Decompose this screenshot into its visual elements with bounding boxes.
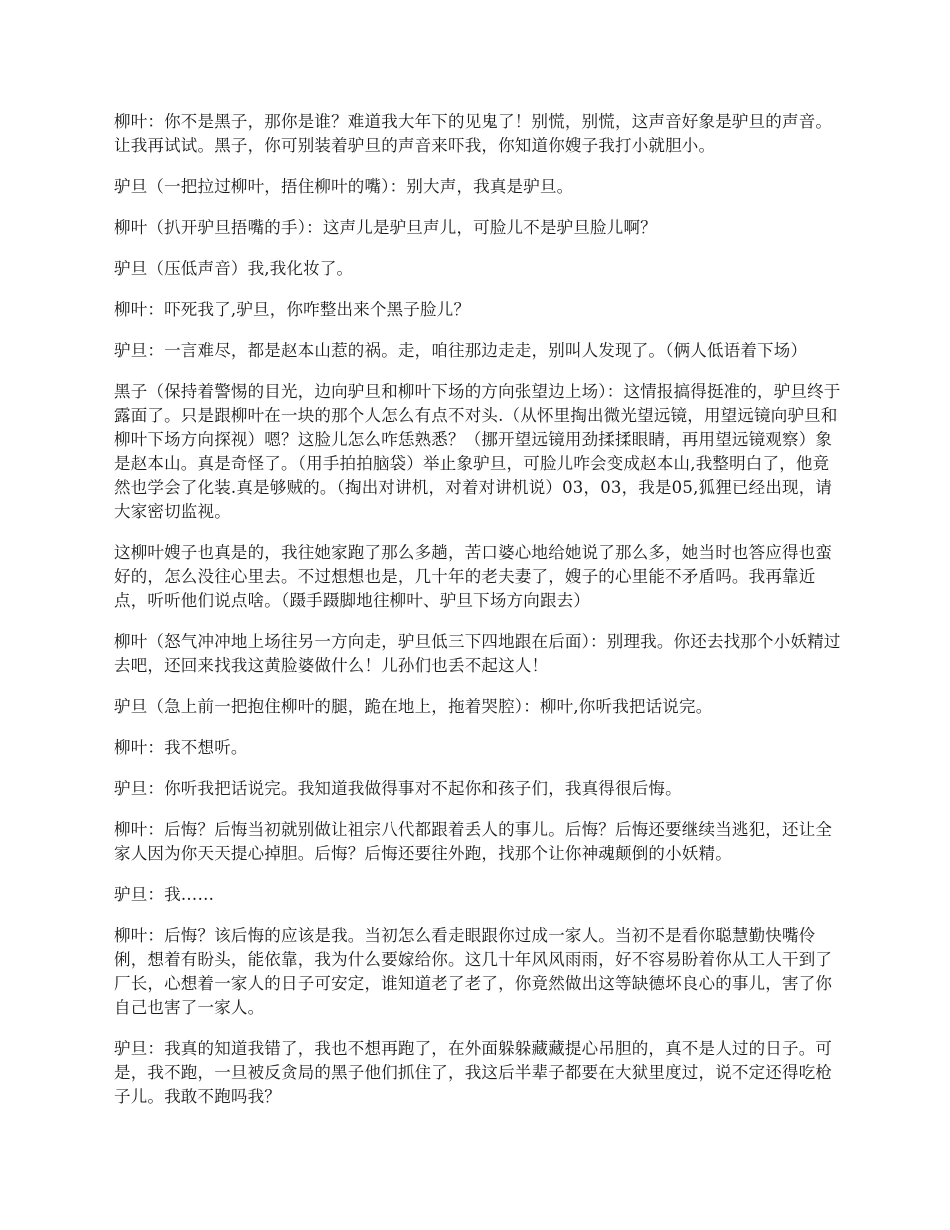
dialogue-paragraph: 驴旦（一把拉过柳叶，捂住柳叶的嘴）：别大声，我真是驴旦。 [114, 177, 574, 196]
dialogue-paragraph: 驴旦：你听我把话说完。我知道我做得事对不起你和孩子们，我真得很后悔。 [114, 779, 682, 798]
document-page [114, 110, 844, 1126]
dialogue-paragraph: 柳叶：后悔？后悔当初就别做让祖宗八代都跟着丢人的事儿。后悔？后悔还要继续当逃犯，还让全家人因为你天天提心掉胆。后悔？后悔还要往外跑，找那个让你神魂颠倒的小妖精。 [114, 820, 833, 863]
dialogue-paragraph: 驴旦（急上前一把抱住柳叶的腿，跪在地上，拖着哭腔）：柳叶,你听我把话说完。 [114, 697, 713, 716]
dialogue-paragraph: 柳叶（扒开驴旦捂嘴的手）：这声儿是驴旦声儿，可脸儿不是驴旦脸儿啊？ [114, 218, 657, 237]
dialogue-paragraph: 驴旦（压低声音）我,我化妆了。 [114, 259, 354, 278]
dialogue-paragraph: 黑子（保持着警惕的目光，边向驴旦和柳叶下场的方向张望边上场）：这情报搞得挺准的，驴旦终于露面了。只是跟柳叶在一块的那个人怎么有点不对头.（从怀里掏出微光望远镜，用望远镜向驴旦和柳叶下场方向探视）嗯？这脸儿怎么咋恁熟悉？（挪开望远镜用劲揉揉眼睛，再用望远镜观察）象是赵本山。真是奇怪了。（用手拍拍脑袋）举止象驴旦，可脸儿咋会变成赵本山,我整明白了，他竟然也学会了化装.真是够贼的。（掏出对讲机，对着对讲机说）03，03，我是05,狐狸已经出现，请大家密切监视。 [114, 382, 841, 521]
dialogue-paragraph: 柳叶：吓死我了,驴旦，你咋整出来个黑子脸儿？ [114, 300, 471, 319]
monologue-paragraph: 这柳叶嫂子也真是的，我往她家跑了那么多趟，苦口婆心地给她说了那么多，她当时也答应得也蛮好的，怎么没往心里去。不过想想也是，几十年的老夫妻了，嫂子的心里能不矛盾吗。我再靠近点，听听他们说点啥。（蹑手蹑脚地往柳叶、驴旦下场方向跟去） [114, 543, 833, 610]
dialogue-paragraph: 柳叶（怒气冲冲地上场往另一方向走，驴旦低三下四地跟在后面）：别理我。你还去找那个小妖精过去吧，还回来找我这黄脸婆做什么！儿孙们也丢不起这人！ [114, 632, 841, 675]
dialogue-paragraph: 驴旦：我…… [114, 885, 215, 904]
dialogue-paragraph: 柳叶：我不想听。 [114, 738, 248, 757]
dialogue-paragraph: 驴旦：一言难尽，都是赵本山惹的祸。走，咱往那边走走，别叫人发现了。（俩人低语着下场） [114, 341, 808, 360]
dialogue-paragraph: 柳叶：你不是黑子，那你是谁？难道我大年下的见鬼了！别慌，别慌，这声音好象是驴旦的声音。让我再试试。黑子，你可别装着驴旦的声音来吓我，你知道你嫂子我打小就胆小。 [114, 112, 833, 155]
dialogue-paragraph: 柳叶：后悔？该后悔的应该是我。当初怎么看走眼跟你过成一家人。当初不是看你聪慧勤快嘴伶俐，想着有盼头，能依靠，我为什么要嫁给你。这几十年风风雨雨，好不容易盼着你从工人干到了厂长，心想着一家人的日子可安定，谁知道老了老了，你竟然做出这等缺德坏良心的事儿，害了你自己也害了一家人。 [114, 926, 833, 1017]
dialogue-paragraph: 驴旦：我真的知道我错了，我也不想再跑了，在外面躲躲藏藏提心吊胆的，真不是人过的日子。可是，我不跑，一旦被反贪局的黑子他们抓住了，我这后半辈子都要在大狱里度过，说不定还得吃枪子儿。我敢不跑吗我？ [114, 1039, 833, 1106]
